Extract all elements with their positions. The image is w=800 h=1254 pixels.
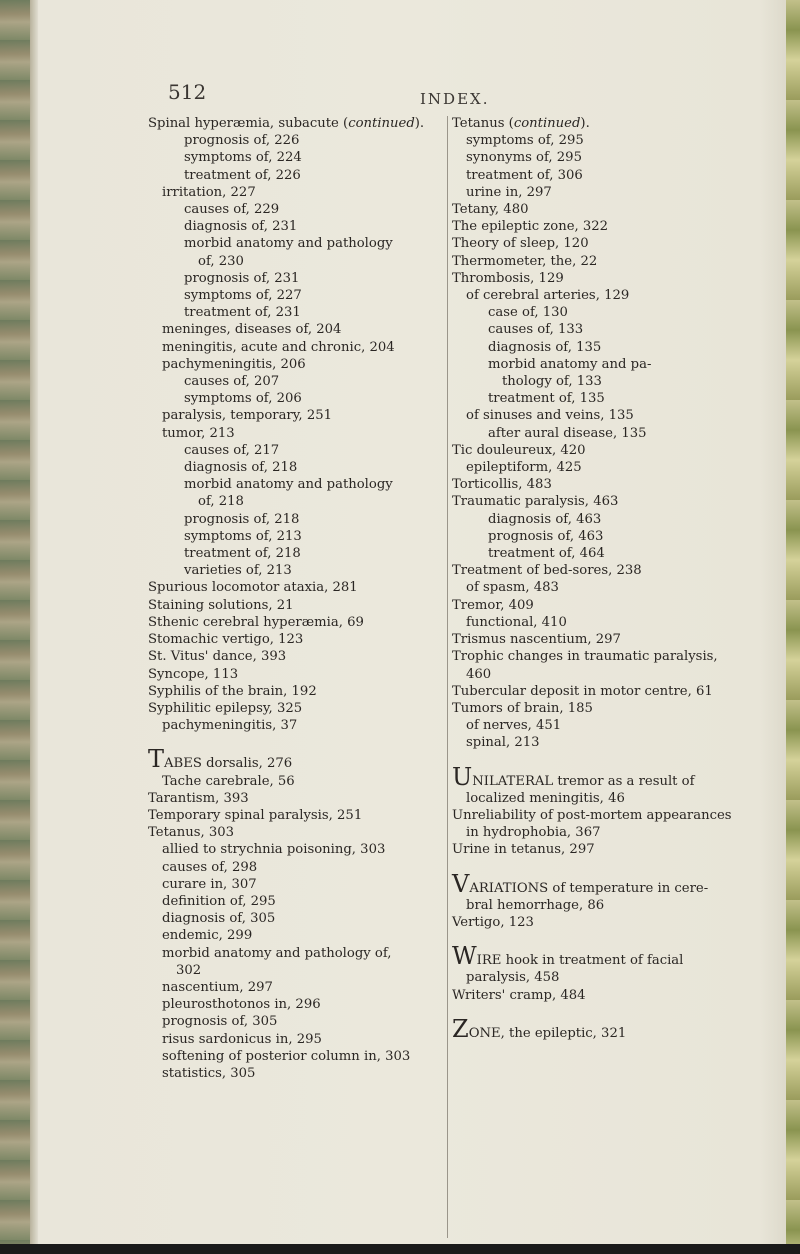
index-entry [148, 717, 446, 734]
index-entry-text: Stomachic vertigo, 123 [148, 632, 304, 648]
index-entry-text: endemic, 299 [162, 928, 253, 944]
index-entry [452, 287, 768, 304]
index-entry [148, 683, 446, 700]
index-entry [452, 597, 768, 614]
index-entry-text: Tache carebrale, 56 [162, 773, 295, 789]
index-entry-text: NILATERAL tremor as a result of [472, 773, 695, 789]
page-number: 512 [168, 80, 207, 104]
index-entry-text: ABES dorsalis, 276 [164, 756, 293, 772]
index-entry-text: Treatment of bed-sores, 238 [452, 563, 642, 579]
index-entry [148, 149, 446, 166]
continued-suffix: ). [414, 116, 425, 131]
index-entry [452, 869, 768, 898]
index-entry-text: pachymeningitis, 206 [162, 356, 306, 372]
index-entry-text: Torticollis, 483 [452, 477, 552, 493]
index-entry-text: causes of, 229 [184, 202, 280, 218]
index-entry-text: Writers' cramp, 484 [452, 987, 586, 1003]
index-entry [148, 132, 446, 149]
drop-cap-letter: V [452, 869, 470, 898]
index-entry [452, 562, 768, 579]
index-entry [452, 666, 768, 683]
section-gap [452, 1004, 768, 1021]
index-entry [452, 407, 768, 424]
index-entry-text: symptoms of, 206 [184, 391, 302, 407]
index-entry-text: pleurosthotonos in, 296 [162, 997, 321, 1013]
index-entry [148, 167, 446, 184]
index-entry [452, 442, 768, 459]
index-entry-text: irritation, 227 [162, 184, 256, 200]
index-entry-text: treatment of, 464 [488, 546, 605, 562]
index-entry [148, 824, 446, 841]
drop-cap-letter: Z [452, 1014, 469, 1043]
index-entry [452, 683, 768, 700]
index-entry-text: localized meningitis, 46 [466, 790, 625, 806]
index-entry [148, 528, 446, 545]
index-entry-text: IRE hook in treatment of facial [476, 953, 684, 969]
index-entry [452, 356, 768, 373]
index-entry [148, 218, 446, 235]
index-entry [452, 942, 768, 971]
index-entry-text: meningitis, acute and chronic, 204 [162, 339, 395, 355]
index-entry [452, 528, 768, 545]
drop-cap-letter: T [148, 745, 165, 774]
index-entry-text: of nerves, 451 [466, 718, 562, 734]
index-entry-text: treatment of, 135 [488, 391, 605, 407]
index-entry [148, 115, 446, 132]
index-entry [148, 304, 446, 321]
index-entry [452, 149, 768, 166]
index-entry-text: paralysis, 458 [466, 970, 560, 986]
index-entry-text: diagnosis of, 231 [184, 219, 298, 235]
index-entry [148, 927, 446, 944]
index-entry [148, 493, 446, 510]
continued-marker: continued [348, 116, 415, 131]
index-entry-text: bral hemorrhage, 86 [466, 897, 605, 913]
index-entry-text: diagnosis of, 463 [488, 511, 602, 527]
index-entry-text: Thrombosis, 129 [452, 270, 564, 286]
index-entry-text: nascentium, 297 [162, 979, 273, 995]
index-entry-text: treatment of, 218 [184, 546, 301, 562]
index-entry-text: causes of, 133 [488, 322, 584, 338]
index-entry-text: Theory of sleep, 120 [452, 236, 589, 252]
index-entry [148, 631, 446, 648]
continued-marker: continued [513, 116, 581, 131]
index-entry-text: Staining solutions, 21 [148, 597, 294, 613]
index-entry-text: spinal, 213 [466, 735, 540, 751]
index-entry [452, 270, 768, 287]
index-entry-text: Thermometer, the, 22 [452, 253, 598, 269]
index-entry-text: of spasm, 483 [466, 580, 559, 596]
index-entry-text: allied to strychnia poisoning, 303 [162, 842, 386, 858]
index-entry-text: pachymeningitis, 37 [162, 718, 298, 734]
index-entry-text: symptoms of, 227 [184, 288, 302, 304]
index-entry-text: Syphilis of the brain, 192 [148, 683, 317, 699]
index-entry-text: in hydrophobia, 367 [466, 825, 601, 841]
index-entry-text: Trismus nascentium, 297 [452, 632, 621, 648]
index-entry [452, 476, 768, 493]
index-entry-text: of sinuses and veins, 135 [466, 408, 634, 424]
index-entry-text: Tic douleureux, 420 [452, 442, 586, 458]
index-entry [148, 425, 446, 442]
index-entry [148, 841, 446, 858]
index-entry [148, 442, 446, 459]
index-entry [452, 390, 768, 407]
index-entry-text: 460 [466, 666, 492, 682]
index-entry-text: Tetanus, 303 [148, 825, 235, 841]
index-entry [148, 339, 446, 356]
index-entry-text: curare in, 307 [162, 876, 257, 892]
index-entry [148, 201, 446, 218]
index-entry [452, 373, 768, 390]
section-gap [148, 734, 446, 751]
index-entry-text: softening of posterior column in, 303 [162, 1048, 411, 1064]
section-gap [452, 752, 768, 769]
index-entry-text: tumor, 213 [162, 425, 235, 441]
index-entry-text: morbid anatomy and pathology of, [162, 945, 392, 961]
index-entry [452, 631, 768, 648]
index-entry-text: case of, 130 [488, 305, 568, 321]
index-entry-text: morbid anatomy and pa- [488, 356, 652, 372]
index-entry [148, 184, 446, 201]
index-entry-text: Tarantism, 393 [148, 790, 249, 806]
index-entry-text: Urine in tetanus, 297 [452, 842, 595, 858]
index-entry [452, 914, 768, 931]
index-entry [452, 321, 768, 338]
index-entry-text: urine in, 297 [466, 184, 552, 200]
index-entry [148, 390, 446, 407]
index-entry-text: Spinal hyperæmia, subacute ( [148, 116, 349, 131]
index-entry-text: Traumatic paralysis, 463 [452, 494, 619, 510]
index-entry-text: definition of, 295 [162, 893, 276, 909]
index-entry-text: Syncope, 113 [148, 666, 239, 682]
index-entry [148, 700, 446, 717]
index-entry-text: paralysis, temporary, 251 [162, 408, 332, 424]
index-entry [452, 807, 768, 824]
index-entry [452, 167, 768, 184]
index-entry [148, 407, 446, 424]
index-entry [452, 824, 768, 841]
index-entry-text: St. Vitus' dance, 393 [148, 649, 287, 665]
continued-suffix: ). [580, 116, 590, 131]
index-entry-text: Tubercular deposit in motor centre, 61 [452, 683, 713, 699]
index-entry [452, 115, 768, 132]
index-entry [452, 790, 768, 807]
index-entry-text: causes of, 217 [184, 442, 280, 458]
index-entry [452, 897, 768, 914]
index-entry-text: functional, 410 [466, 614, 567, 630]
index-entry [148, 373, 446, 390]
index-entry [452, 304, 768, 321]
index-entry [148, 270, 446, 287]
index-entry [452, 218, 768, 235]
index-entry-text: Temporary spinal paralysis, 251 [148, 807, 363, 823]
index-entry-text: Spurious locomotor ataxia, 281 [148, 580, 358, 596]
index-entry-text: synonyms of, 295 [466, 150, 582, 166]
index-entry [452, 762, 768, 791]
index-entry-text: Tremor, 409 [452, 597, 534, 613]
index-entry [148, 321, 446, 338]
index-entry [148, 666, 446, 683]
index-entry-text: of cerebral arteries, 129 [466, 288, 630, 304]
index-entry-text: prognosis of, 463 [488, 528, 604, 544]
index-entry [148, 945, 446, 962]
index-entry-text: prognosis of, 226 [184, 133, 300, 149]
index-entry-text: Unreliability of post-mortem appearances [452, 807, 732, 823]
index-entry [148, 893, 446, 910]
index-entry [452, 339, 768, 356]
index-entry [148, 962, 446, 979]
index-entry-text: causes of, 298 [162, 859, 258, 875]
index-entry-text: prognosis of, 218 [184, 511, 300, 527]
index-entry [452, 717, 768, 734]
index-entry [452, 614, 768, 631]
index-entry-text: Vertigo, 123 [452, 914, 534, 930]
index-entry-text: Tetanus ( [452, 116, 514, 131]
page-gutter-shadow [30, 0, 38, 1254]
index-entry-text: symptoms of, 224 [184, 150, 302, 166]
index-entry [452, 253, 768, 270]
index-entry [148, 287, 446, 304]
column-divider [447, 116, 448, 1238]
index-entry [452, 734, 768, 751]
index-entry [148, 235, 446, 252]
index-entry [148, 545, 446, 562]
section-gap [452, 859, 768, 876]
index-entry [148, 859, 446, 876]
index-entry-text: risus sardonicus in, 295 [162, 1031, 322, 1047]
index-entry [148, 459, 446, 476]
index-entry-text: ONE, the epileptic, 321 [468, 1025, 627, 1041]
index-entry [148, 511, 446, 528]
index-entry [148, 1013, 446, 1030]
index-entry-text: prognosis of, 231 [184, 270, 300, 286]
index-entry [452, 1014, 768, 1043]
index-entry-text: symptoms of, 295 [466, 133, 584, 149]
index-column-right [452, 115, 768, 1042]
index-entry [148, 979, 446, 996]
index-entry-text: ARIATIONS of temperature in cere- [469, 880, 709, 896]
index-entry-text: statistics, 305 [162, 1065, 256, 1081]
index-entry-text: diagnosis of, 135 [488, 339, 602, 355]
index-entry [148, 745, 446, 774]
index-entry [452, 184, 768, 201]
index-column-left [148, 115, 446, 1082]
index-entry-text: morbid anatomy and pathology [184, 236, 393, 252]
index-entry-text: of, 218 [198, 494, 244, 510]
index-entry [148, 476, 446, 493]
index-entry [148, 253, 446, 270]
index-entry-text: Tumors of brain, 185 [452, 700, 593, 716]
index-entry [452, 545, 768, 562]
index-entry-text: epileptiform, 425 [466, 460, 582, 476]
index-entry [452, 969, 768, 986]
index-entry [452, 493, 768, 510]
index-entry-text: treatment of, 231 [184, 305, 301, 321]
index-entry [452, 201, 768, 218]
drop-cap-letter: U [452, 762, 473, 791]
index-entry-text: The epileptic zone, 322 [452, 219, 609, 235]
page-bottom-edge [0, 1244, 800, 1254]
index-entry [148, 597, 446, 614]
index-entry [148, 876, 446, 893]
index-entry-text: treatment of, 226 [184, 167, 301, 183]
index-entry [148, 356, 446, 373]
index-entry-text: treatment of, 306 [466, 167, 583, 183]
index-entry-text: thology of, 133 [502, 374, 602, 390]
running-head: INDEX. [420, 90, 490, 108]
index-entry [148, 910, 446, 927]
index-entry-text: Syphilitic epilepsy, 325 [148, 700, 303, 716]
section-gap [452, 931, 768, 948]
index-entry-text: prognosis of, 305 [162, 1014, 278, 1030]
index-entry-text: morbid anatomy and pathology [184, 477, 393, 493]
index-entry [148, 579, 446, 596]
index-entry [452, 511, 768, 528]
index-entry-text: symptoms of, 213 [184, 528, 302, 544]
index-entry [452, 459, 768, 476]
index-entry-text: Sthenic cerebral hyperæmia, 69 [148, 614, 364, 630]
index-entry-text: varieties of, 213 [184, 563, 292, 579]
index-entry [148, 1031, 446, 1048]
index-entry [148, 1065, 446, 1082]
drop-cap-letter: W [452, 942, 477, 971]
index-entry-text: diagnosis of, 218 [184, 460, 298, 476]
index-entry [148, 614, 446, 631]
index-entry [148, 790, 446, 807]
index-entry [452, 987, 768, 1004]
index-entry [148, 648, 446, 665]
index-entry [452, 235, 768, 252]
index-entry [452, 579, 768, 596]
page-right-edge [786, 0, 800, 1254]
index-entry [452, 425, 768, 442]
index-entry-text: diagnosis of, 305 [162, 911, 276, 927]
index-entry-text: meninges, diseases of, 204 [162, 322, 342, 338]
index-entry-text: causes of, 207 [184, 374, 280, 390]
index-entry [452, 648, 768, 665]
index-entry [148, 562, 446, 579]
page-binding-edge [0, 0, 30, 1254]
index-entry [148, 996, 446, 1013]
index-entry [452, 132, 768, 149]
index-entry-text: Trophic changes in traumatic paralysis, [452, 649, 718, 665]
index-entry [148, 807, 446, 824]
index-entry-text: Tetany, 480 [452, 202, 529, 218]
index-entry [452, 841, 768, 858]
index-entry-text: of, 230 [198, 253, 244, 269]
index-entry-text: after aural disease, 135 [488, 425, 647, 441]
index-entry-text: 302 [176, 962, 202, 978]
index-entry [148, 773, 446, 790]
index-entry [452, 700, 768, 717]
index-entry [148, 1048, 446, 1065]
